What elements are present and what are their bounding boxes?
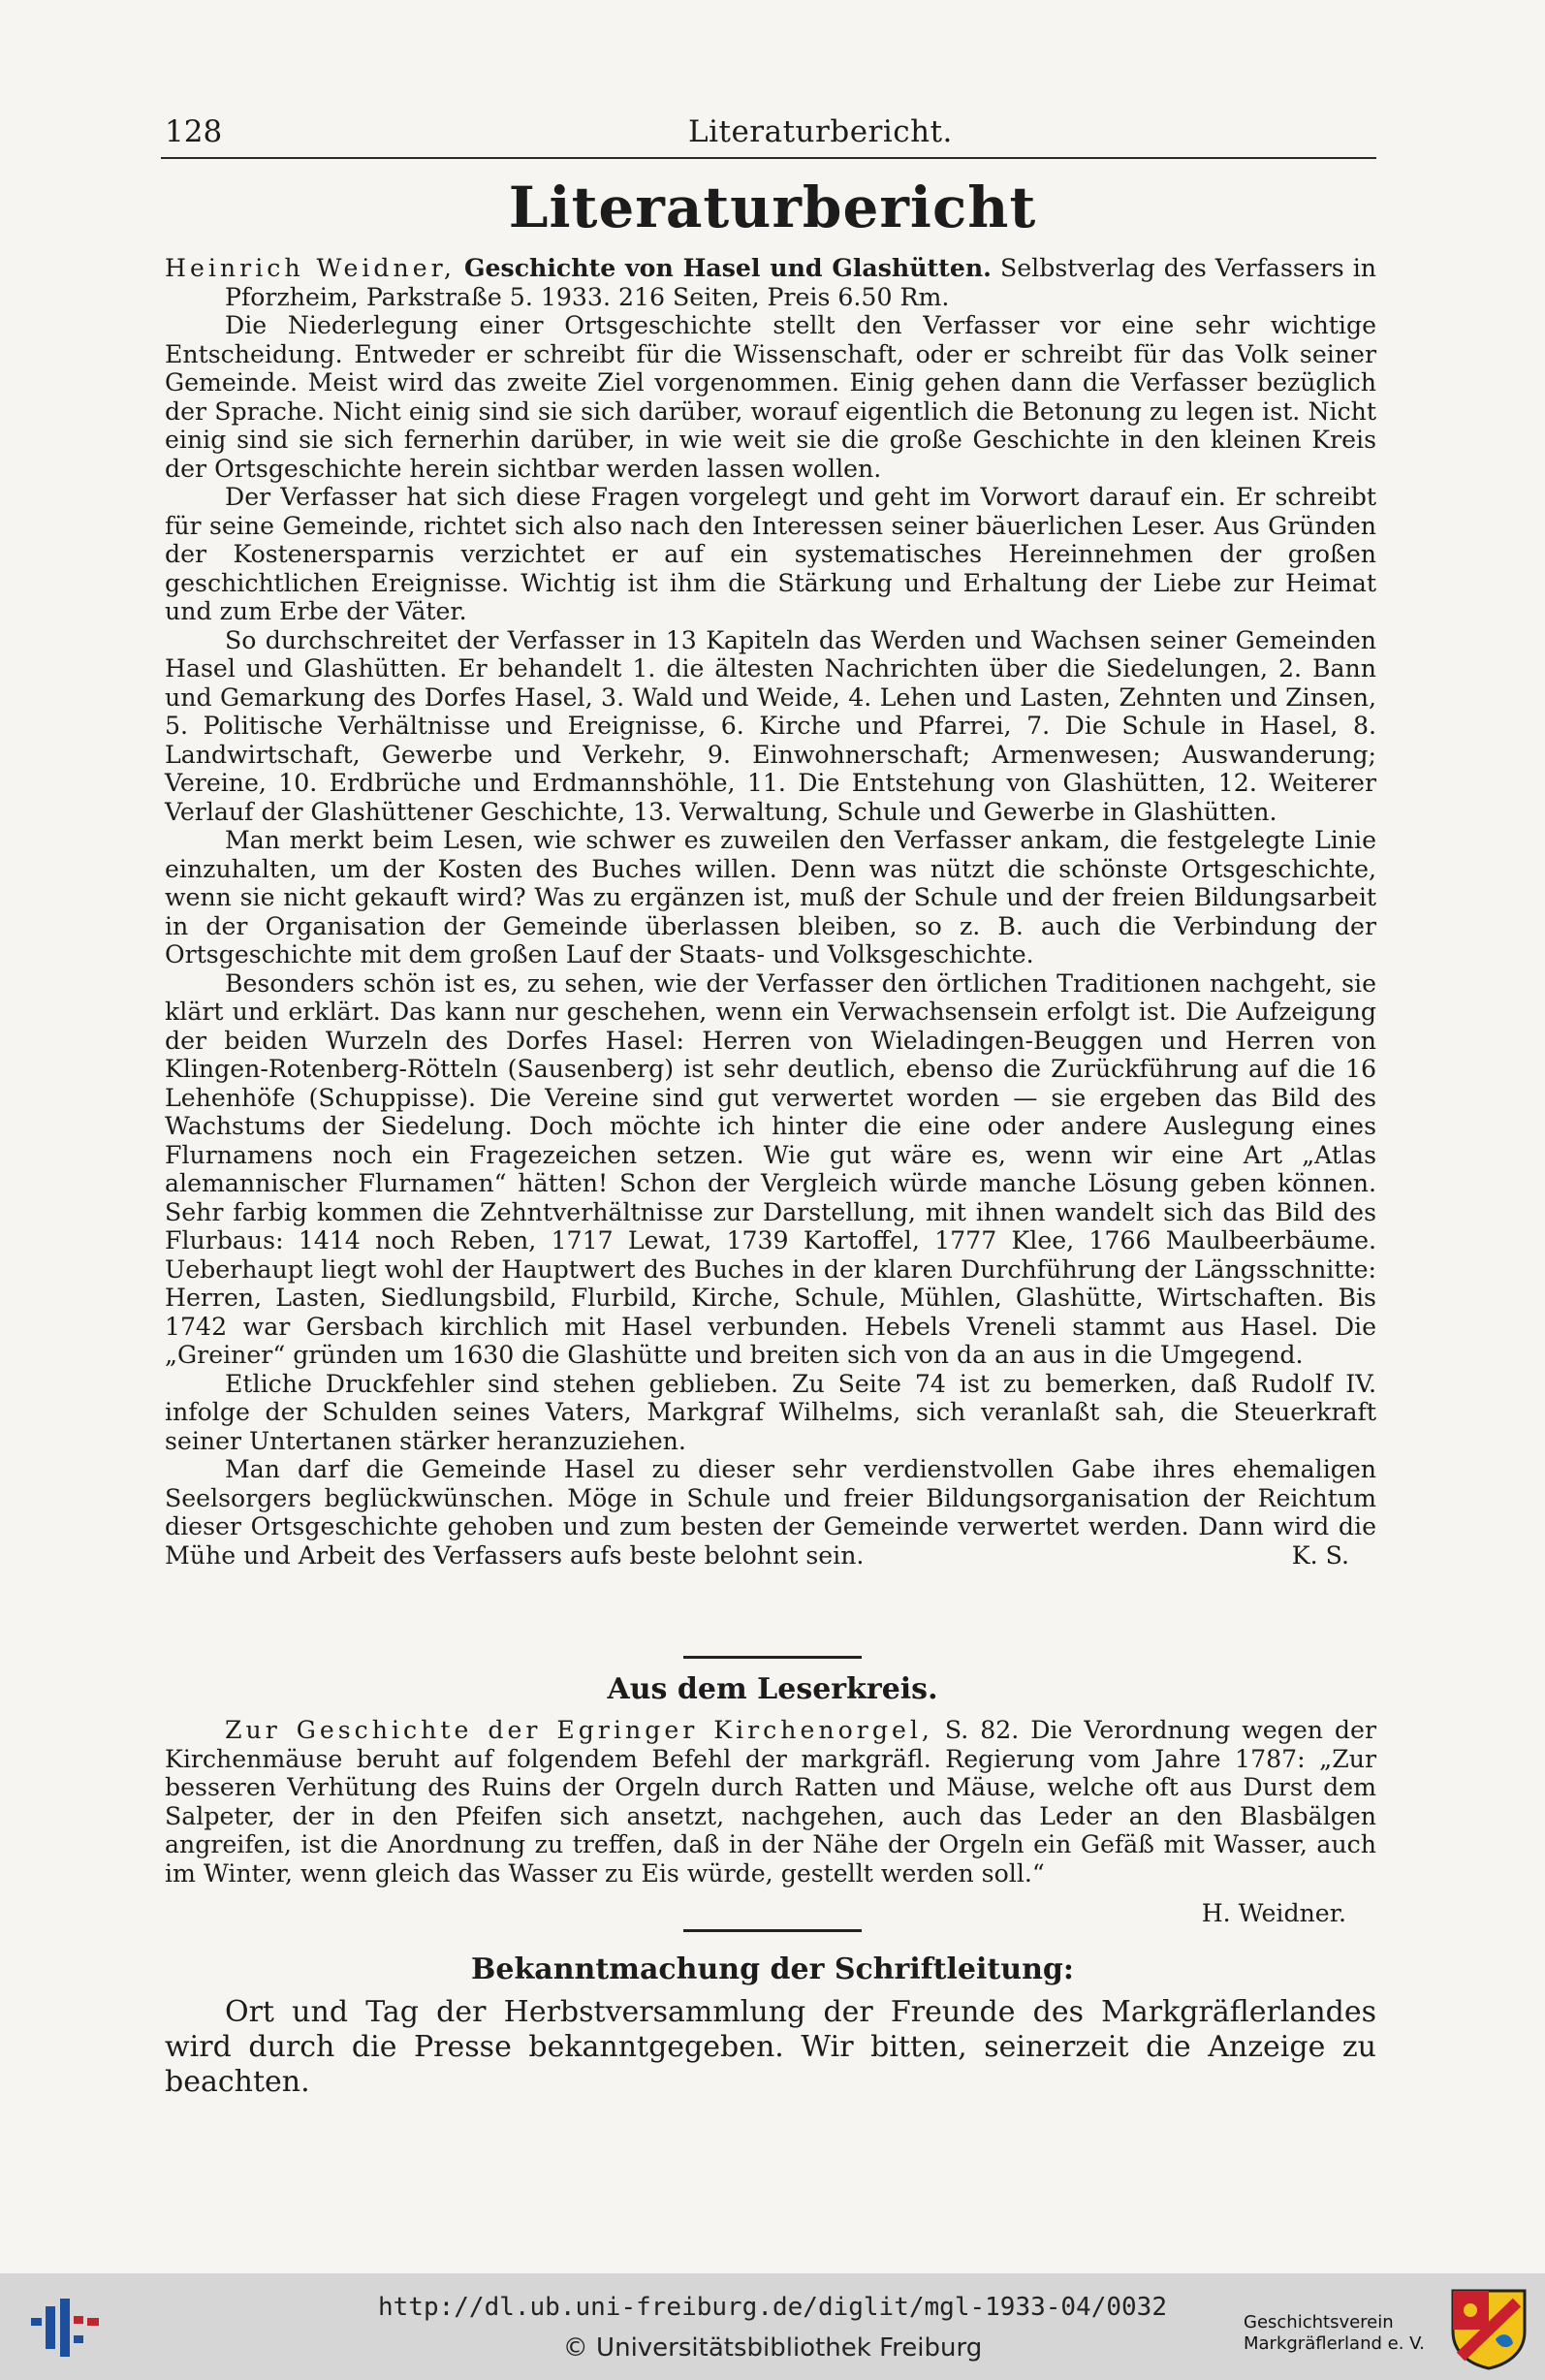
review-paragraph-final [165, 1455, 1376, 1570]
notice-heading: Bekanntmachung der Schriftleitung: [471, 1952, 1074, 1986]
review-paragraph: Man darf die Gemeinde Hasel zu dieser sehr verdienstvollen Gabe ihres ehemaligen Seelsorgers beglückwünschen. Möge in Schule und freier Bildungsorganisation der Reichtum dieser Ortsgeschichte gehoben und zum besten der Gemeinde verwertet werden. Dann wird die Mühe und Arbeit des Verfassers aufs beste belohnt sein. [165, 1455, 1376, 1570]
review-citation [165, 254, 1376, 311]
readers-heading: Aus dem Leserkreis. [607, 1672, 938, 1706]
footer-copyright: © Universitätsbibliothek Freiburg [562, 2333, 983, 2363]
review-paragraph: Die Niederlegung einer Ortsgeschichte stellt den Verfasser vor eine sehr wichtige Entscheidung. Entweder er schreibt für die Wissenschaft, oder er schreibt für das Volk seiner Gemeinde. Meist wird das zweite Ziel vorgenommen. Einig gehen dann die Verfasser bezüglich der Sprache. Nicht einig sind sie sich darüber, worauf eigentlich die Betonung zu legen ist. Nicht einig sind sie sich fernerhin darüber, in wie weit sie die große Geschichte in den kleinen Kreis der Ortsgeschichte herein sichtbar werden lassen wollen. [165, 311, 1376, 483]
page-title: Literaturbericht [508, 175, 1037, 240]
review-paragraph: Man merkt beim Lesen, wie schwer es zuweilen den Verfasser ankam, die festgelegte Linie einzuhalten, um der Kosten des Buches willen. Denn was nützt die schönste Ortsgeschichte, wenn sie nicht gekauft wird? Was zu ergänzen ist, muß der Schule und der freien Bildungsarbeit in der Organisation der Gemeinde überlassen bleiben, so z. B. auch die Verbindung der Ortsgeschichte mit dem großen Lauf der Staats- und Volksgeschichte. [165, 826, 1376, 968]
review-publication: Selbstverlag des Verfassers in Pforzheim, Parkstraße 5. 1933. 216 Seiten, Preis 6.50 Rm. [225, 254, 1376, 311]
association-line: Markgräflerland e. V. [1244, 2333, 1425, 2354]
readers-text: S. 82. Die Verordnung wegen der Kirchenmäuse beruht auf folgendem Befehl der markgräfl. Regierung vom Jahre 1787: „Zur besseren Verhütung des Ruins der Orgeln durch Ratten und Mäuse, welche oft aus Durst dem Salpeter, der in den Pfeifen sich ansetzt, nachgehen, auch das Leder an den Blasbälgen angreifen, ist die Anordnung zu treffen, daß in der Nähe der Orgeln ein Gefäß mit Wasser, auch im Winter, wenn gleich das Wasser zu Eis würde, gestellt werden soll.“ [165, 1716, 1376, 1888]
review-signature: K. S. [1291, 1540, 1349, 1570]
readers-lead: Zur Geschichte der Egringer Kirchenorgel, [225, 1716, 933, 1744]
review-paragraph: Etliche Druckfehler sind stehen geblieben. Zu Seite 74 ist zu bemerken, daß Rudolf IV. infolge der Schulden seines Vaters, Markgraf Wilhelms, sich veranlaßt sah, die Steuerkraft seiner Untertanen stärker heranzuziehen. [165, 1369, 1376, 1455]
notice-section [165, 1995, 1376, 2100]
notice-text: Ort und Tag der Herbstversammlung der Freunde des Markgräflerlandes wird durch die Presse bekanntgegeben. Wir bitten, seinerzeit die Anzeige zu beachten. [165, 1995, 1376, 2099]
section-divider [683, 1929, 862, 1932]
review-paragraph: So durchschreitet der Verfasser in 13 Kapiteln das Werden und Wachsen seiner Gemeinden Hasel und Glashütten. Er behandelt 1. die ältesten Nachrichten über die Siedelungen, 2. Bann und Gemarkung des Dorfes Hasel, 3. Wald und Weide, 4. Lehen und Lasten, Zehnten und Zinsen, 5. Politische Verhältnisse und Ereignisse, 6. Kirche und Pfarrei, 7. Die Schule in Hasel, 8. Landwirtschaft, Gewerbe und Verkehr, 9. Einwohnerschaft; Armenwesen; Auswanderung; Vereine, 10. Erdbrüche und Erdmannshöhle, 11. Die Entstehung von Glashütten, 12. Weiterer Verlauf der Glashüttener Geschichte, 13. Verwaltung, Schule und Gewerbe in Glashütten. [165, 625, 1376, 826]
readers-letter [165, 1716, 1376, 1888]
review-paragraph: Besonders schön ist es, zu sehen, wie der Verfasser den örtlichen Traditionen nachgeht, sie klärt und erklärt. Das kann nur geschehen, wenn ein Verwachsensein erfolgt ist. Die Aufzeigung der beiden Wurzeln des Dorfes Hasel: Herren von Wieladingen-Beuggen und Herren von Klingen-Rotenberg-Rötteln (Sausenberg) ist sehr deutlich, ebenso die Zurückführung auf die 16 Lehenhöfe (Schuppisse). Die Vereine sind gut verwertet worden — sie ergeben das Bild des Wachstums der Siedelung. Doch möchte ich hinter die eine oder andere Auslegung eines Flurnamens noch ein Fragezeichen setzen. Wie gut wäre es, wenn wir eine Art „Atlas alemannischer Flurnamen“ hätten! Schon der Vergleich würde manche Lösung geben können. Sehr farbig kommen die Zehntverhältnisse zur Darstellung, mit ihnen wandelt sich das Bild des Flurbaus: 1414 noch Reben, 1717 Lewat, 1739 Kartoffel, 1777 Klee, 1766 Maulbeerbäume. Ueberhaupt liegt wohl der Hauptwert des Buches in der klaren Durchführung der Längsschnitte: Herren, Lasten, Siedlungsbild, Flurbild, Kirche, Schule, Mühlen, Glashütte, Wirtschaften. Bis 1742 war Gersbach kirchlich mit Hasel verbunden. Hebels Vreneli stammt aus Hasel. Die „Greiner“ gründen um 1630 die Glashütte und breiten sich von da an aus in die Umgegend. [165, 968, 1376, 1369]
section-divider [683, 1656, 862, 1659]
review-book-title: Geschichte von Hasel und Glashütten. [464, 253, 992, 282]
running-header [165, 114, 1376, 159]
review-section [165, 254, 1376, 1570]
review-paragraph: Der Verfasser hat sich diese Fragen vorgelegt und geht im Vorwort darauf ein. Er schreibt für seine Gemeinde, richtet sich also nach den Interessen seiner bäuerlichen Leser. Aus Gründen der Kostenersparnis verzichtet er auf ein systematisches Hereinnehmen der großen geschichtlichen Ereignisse. Wichtig ist ihm die Stärkung und Erhaltung der Liebe zur Heimat und zum Erbe der Väter. [165, 483, 1376, 625]
coat-of-arms-icon [1451, 2289, 1527, 2370]
page-number: 128 [165, 114, 223, 149]
association-line: Geschichtsverein [1244, 2312, 1394, 2332]
footer-bar [0, 2273, 1545, 2380]
header-rule [161, 157, 1376, 159]
running-title: Literaturbericht. [688, 114, 953, 149]
readers-section [165, 1716, 1376, 1888]
review-author: Heinrich Weidner, [165, 254, 456, 282]
readers-signature: H. Weidner. [1201, 1899, 1346, 1927]
association-name [1244, 2312, 1425, 2355]
footer-url-link[interactable]: http://dl.ub.uni-freiburg.de/diglit/mgl-1933-04/0032 [378, 2293, 1167, 2322]
